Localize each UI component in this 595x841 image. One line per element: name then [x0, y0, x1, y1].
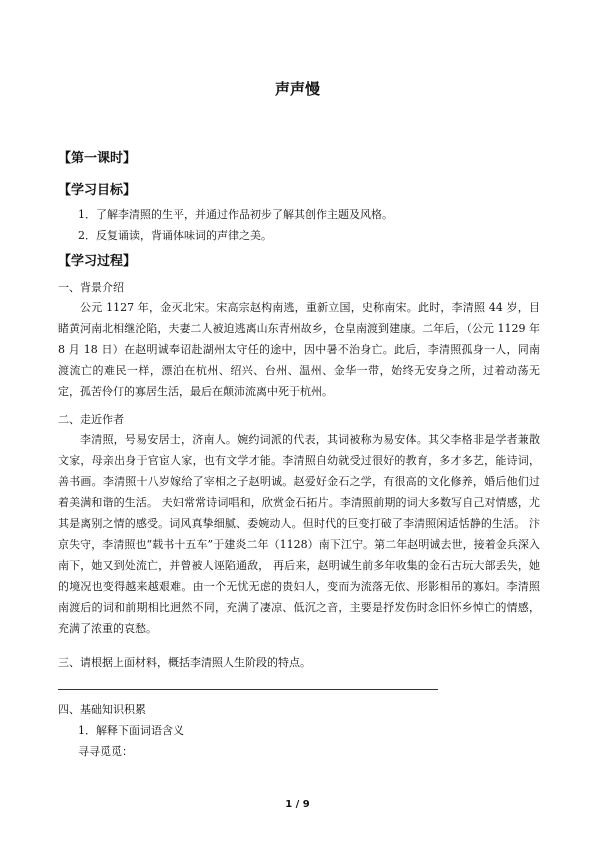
lesson-heading: 【第一课时】: [58, 151, 137, 166]
section-2-body: 李清照，号易安居士，济南人。婉约词派的代表，其词被称为易安体。其父李格非是学者兼散文家，母亲出身于官宦人家，也有文学才能。李清照自幼就受过很好的教育，多才多艺，能诗词，善书画。李清照十八岁嫁给了宰相之子赵明诚。赵爱好金石之学，有很高的文化修养，婚后他们过着美满和谐的生活。 夫妇常常诗词唱和，欣赏金石拓片。李清照前期的词大多数写自己对情感，尤其是离别之情的感受。词风真挚细腻、委婉动人。但时代的巨变打破了李清照闲适恬静的生活。 汴京失守，李清照也“载书十五车”于建炎二年（1128）南下江宁。第二年赵明诚去世，接着金兵深入南下，她又到处流亡，并曾被人诬陷通敌， 再后来，赵明诚生前多年收集的金石古玩大部丢失，她的境况也变得越来越艰难。由一个无忧无虑的贵妇人，变而为流落无依、形影相吊的寡妇。李清照南渡后的词和前期相比迥然不同，充满了凄凉、低沉之音，主要是抒发伤时念旧怀乡悼亡的情感，充满了浓重的哀愁。: [58, 433, 540, 635]
goal-item-1: 1．了解李清照的生平，并通过作品初步了解其创作主题及风格。: [78, 208, 393, 221]
goal-item-2: 2．反复诵读，背诵体味词的声律之美。: [78, 229, 272, 242]
page-number: 1 / 9: [285, 799, 310, 810]
vocab-term-1: 寻寻觅觅：: [78, 745, 133, 758]
page-title: 声声慢: [274, 80, 320, 98]
process-heading: 【学习过程】: [58, 254, 137, 269]
goals-heading: 【学习目标】: [58, 183, 137, 198]
section-3-title: 三、请根据上面材料，概括李清照人生阶段的特点。: [58, 656, 311, 669]
answer-line: [58, 689, 438, 690]
section-4-item-1: 1．解释下面词语含义: [78, 724, 184, 737]
section-2-title: 二、走近作者: [58, 413, 124, 426]
section-1-body: 公元 1127 年，金灭北宋。宋高宗赵构南逃，重新立国，史称南宋。此时，李清照 44 岁，目睹黄河南北相继沦陷，夫妻二人被迫逃离山东青州故乡，仓皇南渡到建康。二年后，（公元 1129 年 8 月 18 日）在赵明诚奉诏赴湖州太守任的途中，因中暑不治身亡。此后，李清照孤身一人，同南渡流亡的难民一样，漂泊在杭州、绍兴、台州、温州、金华一带，始终无安身之所，过着动荡无定，孤苦伶仃的寡居生活，最后在颠沛流离中死于杭州。: [58, 301, 540, 398]
section-4-title: 四、基础知识积累: [58, 703, 146, 716]
section-1-title: 一、背景介绍: [58, 281, 124, 294]
